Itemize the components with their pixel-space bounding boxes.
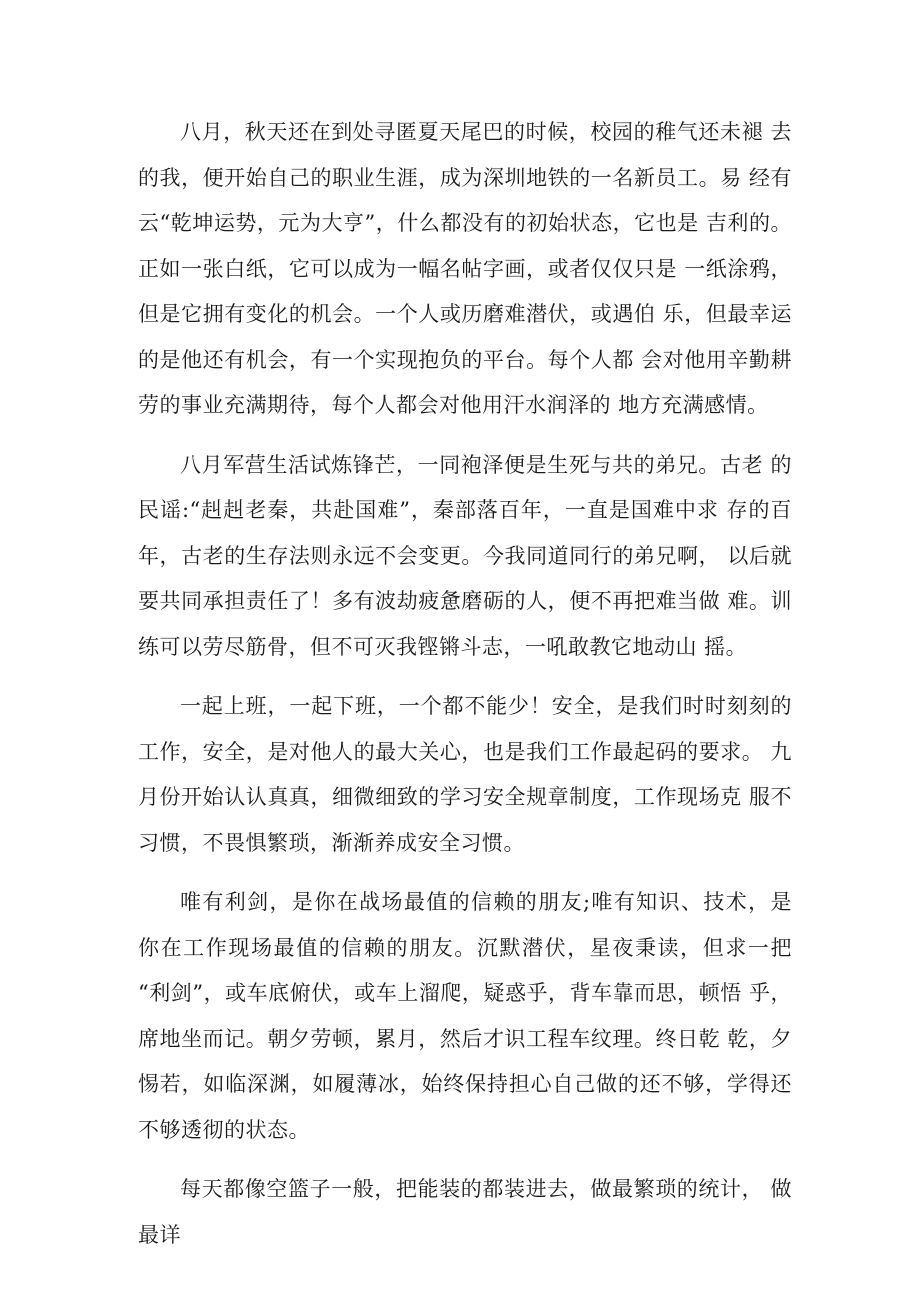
paragraph-1: 八月，秋天还在到处寻匿夏天尾巴的时候，校园的稚气还未褪 去的我，便开始自己的职业生涯，成为深圳地铁的一名新员工。易 经有云“乾坤运势，元为大亨”，什么都没有的初始状态，它也是 吉利的。正如一张白纸，它可以成为一幅名帖字画，或者仅仅只是 一纸涂鸦，但是它拥有变化的机会。一个人或历磨难潜伏，或遇伯 乐，但最幸运的是他还有机会，有一个实现抱负的平台。每个人都 会对他用辛勤耕劳的事业充满期待，每个人都会对他用汗水润泽的 地方充满感情。 (138, 120, 792, 417)
paragraph-5: 每天都像空篮子一般，把能装的都装进去，做最繁琐的统计， 做最详 (138, 1177, 792, 1247)
paragraph-3: 一起上班，一起下班，一个都不能少！安全，是我们时时刻刻的 工作，安全，是对他人的最大关心，也是我们工作最起码的要求。 九月份开始认认真真，细微细致的学习安全规章制度，工作现场克 服不习惯，不畏惧繁琐，渐渐养成安全习惯。 (138, 694, 792, 855)
paragraph-4: 唯有利剑，是你在战场最值的信赖的朋友;唯有知识、技术，是 你在工作现场最值的信赖的朋友。沉默潜伏，星夜秉读，但求一把 “利剑”，或车底俯伏，或车上溜爬，疑惑乎，背车靠而思，顿悟 乎，席地坐而记。朝夕劳顿，累月，然后才识工程车纹理。终日乾 乾，夕惕若，如临深渊，如履薄冰，始终保持担心自己做的还不够，学得还不够透彻的状态。 (138, 890, 792, 1142)
document-body (138, 110, 792, 1272)
paragraph-2: 八月军营生活试炼锋芒，一同袍泽便是生死与共的弟兄。古老 的民谣:“赳赳老秦，共赴国难”，秦部落百年，一直是国难中求 存的百年，古老的生存法则永远不会变更。今我同道同行的弟兄啊， 以后就要共同承担责任了！多有波劫疲惫磨砺的人，便不再把难当做 难。训练可以劳尽筋骨，但不可灭我铿锵斗志，一吼敢教它地动山 摇。 (138, 452, 792, 659)
